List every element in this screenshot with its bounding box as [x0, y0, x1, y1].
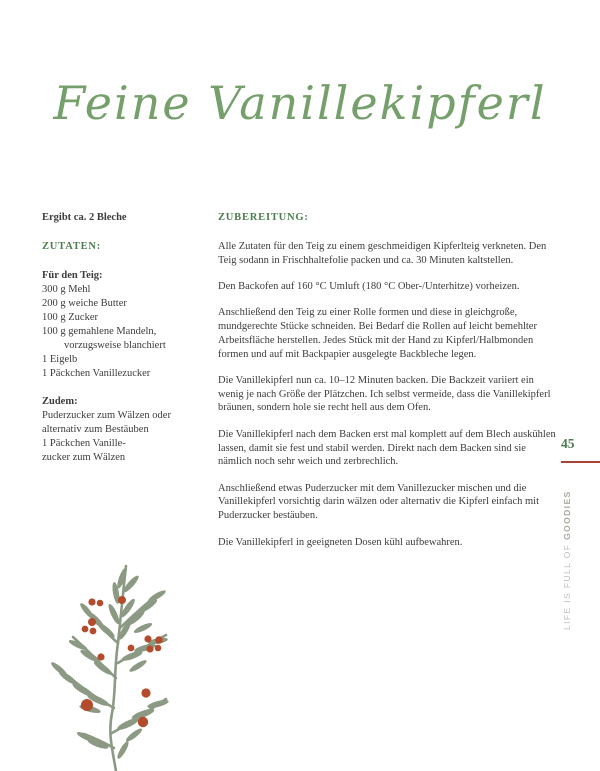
sidebar-branding-life: LIFE IS FULL OF [562, 539, 572, 630]
ingredients-column [42, 211, 214, 465]
sidebar-branding [562, 470, 572, 630]
preparation-column [218, 211, 558, 562]
ingredient-line: 100 g gemahlene Mandeln, [42, 326, 157, 337]
extra-heading: Zudem: [42, 396, 78, 407]
ingredient-line: alternativ zum Bestäuben [42, 424, 149, 435]
ingredient-line: 300 g Mehl [42, 284, 91, 295]
ingredient-line: vorzugsweise blanchiert [64, 340, 166, 351]
yield-text: Ergibt ca. 2 Bleche [42, 212, 127, 223]
sidebar-branding-goodies: GOODIES [562, 490, 572, 540]
divider-rule [561, 461, 600, 463]
ingredient-line: 1 Päckchen Vanille- [42, 438, 126, 449]
ingredient-line: 1 Päckchen Vanillezucker [42, 368, 151, 379]
ingredient-line: zucker zum Wälzen [42, 452, 126, 463]
preparation-heading: ZUBEREITUNG: [218, 212, 309, 223]
ingredients-heading: ZUTATEN: [42, 241, 102, 252]
preparation-paragraph: Anschließend den Teig zu einer Rolle formen und diese in gleichgroße, mundgerechte Stücke schneiden. Bei Bedarf die Rollen auf leicht bemehlter Arbeitsfläche herstellen. Jedes Stück mit der Hand zu Kipferl/Halbmonden formen und auf mit Backpapier ausgelegte Backbleche legen. [218, 307, 537, 360]
dough-heading: Für den Teig: [42, 270, 103, 281]
preparation-paragraph: Die Vanillekipferl nun ca. 10–12 Minuten backen. Die Backzeit variiert ein wenig je nach Größe der Plätzchen. Ich selbst vermeide, dass die Vanillekipferl bräunen, sondern hole sie recht hell aus dem Ofen. [218, 374, 551, 414]
branch-stems [57, 566, 166, 771]
ingredient-line: Puderzucker zum Wälzen oder [42, 410, 171, 421]
preparation-paragraph: Den Backofen auf 160 °C Umluft (180 °C Ober-/Unterhitze) vorheizen. [218, 280, 520, 292]
ingredient-line: 200 g weiche Butter [42, 298, 127, 309]
preparation-steps [218, 240, 558, 550]
ingredient-line: 100 g Zucker [42, 312, 98, 323]
preparation-paragraph: Anschließend etwas Puderzucker mit dem Vanillezucker mischen und die Vanillekipferl vorsichtig darin wälzen oder alternativ die Kipferl einfach mit Puderzucker bestäuben. [218, 482, 540, 522]
preparation-paragraph: Alle Zutaten für den Teig zu einem geschmeidigen Kipferlteig verkneten. Den Teig sodann in Frischhaltefolie packen und ca. 30 Minuten kaltstellen. [218, 240, 547, 266]
preparation-paragraph: Die Vanillekipferl nach dem Backen erst mal komplett auf dem Blech auskühlen lassen, damit sie fest und stabil werden. Direkt nach dem Backen sind sie nämlich noch sehr weich und zerbrechlich. [218, 428, 556, 468]
page-number: 45 [561, 436, 575, 451]
dough-ingredient-list [42, 283, 214, 381]
berry-branch-illustration [28, 548, 218, 771]
ingredient-line: 1 Eigelb [42, 354, 78, 365]
preparation-paragraph: Die Vanillekipferl in geeigneten Dosen kühl aufbewahren. [218, 536, 463, 548]
extra-ingredient-list [42, 409, 214, 465]
recipe-title: Feine Vanillekipferl [53, 76, 547, 130]
